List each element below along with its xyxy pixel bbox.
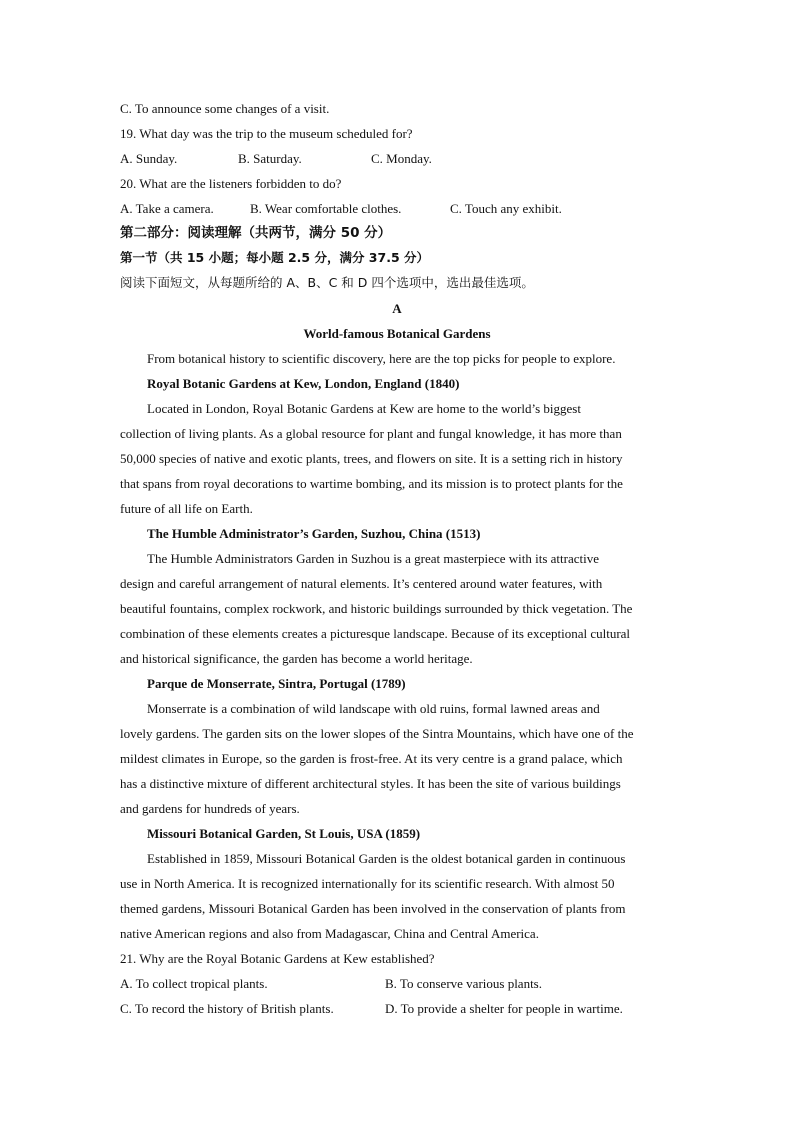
q21-option-a: A. To collect tropical plants. <box>120 976 268 991</box>
passage-letter: A <box>392 301 402 316</box>
paragraph-line: Monserrate is a combination of wild landscape with old ruins, formal lawned areas and <box>147 701 600 716</box>
part2-heading: 第二部分：阅读理解（共两节，满分 50 分） <box>120 225 392 241</box>
instructions: 阅读下面短文，从每题所给的 A、B、C 和 D 四个选项中，选出最佳选项。 <box>120 275 534 290</box>
q20-option-b: B. Wear comfortable clothes. <box>250 201 402 216</box>
q20-stem: 20. What are the listeners forbidden to do? <box>120 176 342 191</box>
paragraph-line: Located in London, Royal Botanic Gardens at Kew are home to the world’s biggest <box>147 401 581 416</box>
paragraph-line: has a distinctive mixture of different architectural styles. It has been the site of various buildings <box>120 776 621 791</box>
passage-title: World-famous Botanical Gardens <box>303 326 491 341</box>
q19-option-b: B. Saturday. <box>238 151 302 166</box>
paragraph-line: 50,000 species of native and exotic plants, trees, and flowers on site. It is a setting rich in history <box>120 451 623 466</box>
paragraph-line: Established in 1859, Missouri Botanical Garden is the oldest botanical garden in continuous <box>147 851 626 866</box>
q18-option-c: C. To announce some changes of a visit. <box>120 101 330 116</box>
garden-heading-missouri: Missouri Botanical Garden, St Louis, USA (1859) <box>147 826 421 841</box>
garden-heading-kew: Royal Botanic Gardens at Kew, London, England (1840) <box>147 376 460 391</box>
paragraph-line: design and careful arrangement of natural elements. It’s centered around water features, with <box>120 576 603 591</box>
paragraph-line: that spans from royal decorations to wartime bombing, and its mission is to protect plants for the <box>120 476 623 491</box>
paragraph-line: beautiful fountains, complex rockwork, and historic buildings surrounded by thick vegetation. The <box>120 601 633 616</box>
q21-stem: 21. Why are the Royal Botanic Gardens at Kew established? <box>120 951 435 966</box>
garden-heading-suzhou: The Humble Administrator’s Garden, Suzhou, China (1513) <box>147 526 481 541</box>
paragraph-line: use in North America. It is recognized internationally for its scientific research. With almost 50 <box>120 876 615 891</box>
paragraph-line: themed gardens, Missouri Botanical Garden has been involved in the conservation of plants from <box>120 901 626 916</box>
q19-stem: 19. What day was the trip to the museum scheduled for? <box>120 126 413 141</box>
garden-heading-monserrate: Parque de Monserrate, Sintra, Portugal (1789) <box>147 676 406 691</box>
section1-heading: 第一节（共 15 小题；每小题 2.5 分，满分 37.5 分） <box>120 250 429 265</box>
paragraph-line: lovely gardens. The garden sits on the lower slopes of the Sintra Mountains, which have one of the <box>120 726 634 741</box>
q21-option-b: B. To conserve various plants. <box>385 976 542 991</box>
q20-option-a: A. Take a camera. <box>120 201 214 216</box>
paragraph-line: and historical significance, the garden has become a world heritage. <box>120 651 473 666</box>
q19-option-c: C. Monday. <box>371 151 432 166</box>
paragraph-line: native American regions and also from Madagascar, China and Central America. <box>120 926 539 941</box>
paragraph-line: collection of living plants. As a global resource for plant and fungal knowledge, it has more than <box>120 426 622 441</box>
paragraph-line: combination of these elements creates a picturesque landscape. Because of its exceptional cultural <box>120 626 631 641</box>
paragraph-line: future of all life on Earth. <box>120 501 253 516</box>
q20-option-c: C. Touch any exhibit. <box>450 201 562 216</box>
paragraph-line: mildest climates in Europe, so the garden is frost-free. At its very centre is a grand palace, which <box>120 751 623 766</box>
paragraph-line: and gardens for hundreds of years. <box>120 801 300 816</box>
passage-intro: From botanical history to scientific discovery, here are the top picks for people to explore. <box>147 351 616 366</box>
paragraph-line: The Humble Administrators Garden in Suzhou is a great masterpiece with its attractive <box>147 551 599 566</box>
q21-option-d: D. To provide a shelter for people in wartime. <box>385 1001 623 1016</box>
q19-option-a: A. Sunday. <box>120 151 178 166</box>
q21-option-c: C. To record the history of British plants. <box>120 1001 334 1016</box>
